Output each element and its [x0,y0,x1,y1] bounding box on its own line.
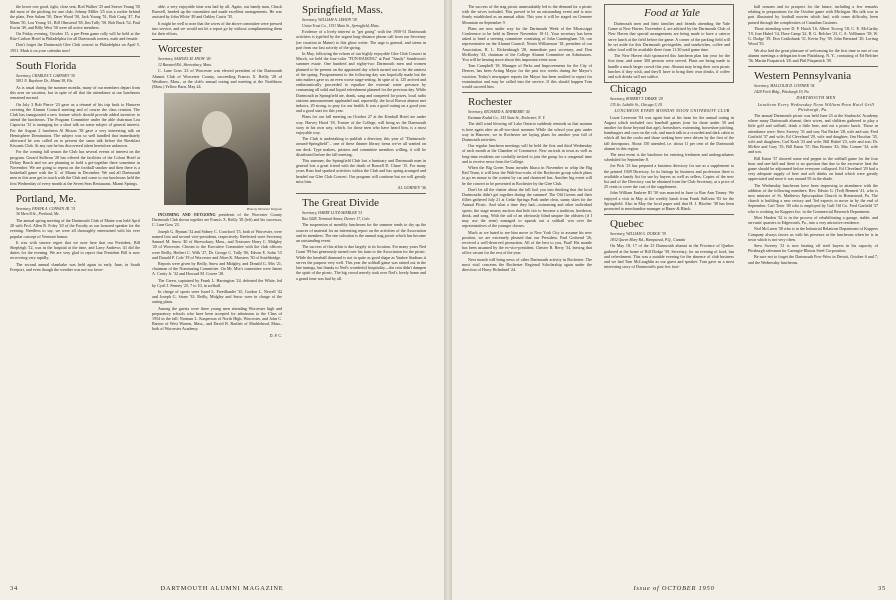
paragraph: Dartmouth men and their families and friends attending the Yale Game at New Haven, November 4, are advised by the Dartmouth Club of New Haven that special arrangements are being made to have a cateror serve lunch at the field before the game. A corner of the parking field will be set aside for this Dartmouth get-together, and sandwiches, coffee and other food will be available there from 11:30 until game time. [608,21,730,53]
section-title-chicago: Chicago [610,83,647,96]
paragraph: Ned McLaren '38 who is in the Industrial Relations Department of Koppers Company always favors us with his presence at the luncheons when he is in town which is not very often. [748,226,878,242]
paragraph: In May, following the echoes of our highly enjoyable Glee Club Concert in March, we held the four-color "FUN-RAISING" at Paul "Sandy" Sanderson's summer estate. One hundred and eighty-two Dartmouth men and women planned to be present on the appointed day which turned out to be the rainiest of the spring. Postponement to the following day was hopefully made but the rain makers gave us an even worse stage-setting. In spite of it, 125 arrived and enthusiastically proceeded to equalize the external water pressure by consuming all solid and liquid refreshment planned for the previous day. While Dartmouth in Springfield ate, drank, sang and competed for prizes, local radio stations announcement applauded and, reportedly, the local Brown alumni met indoors, 29 strong, to pray for our health. It was a good outing on a good year and a good start for this year. [296,51,426,114]
paragraph: Much as we hated to see him move to New York City to assume his new position, we are extremely pleased that our President, Paul Godsend '26, received a well-deserved promotion. All of the best to you, Paul! His mantle has been assumed by the ex-vice-president, Chester R. Berry '34, leaving that office vacant for the rest of the year. [462,229,592,256]
divider [152,39,282,40]
photo-caption [152,213,282,227]
divider [296,193,426,194]
divider [10,189,140,190]
paragraph: Be sure not to forget the Dartmouth Pow-Wow in Detroit, October 6 and 7, and the Wednesday luncheons. [748,254,878,265]
paragraph: On July 3 Bob Pierce '23 gave us a résumé of his trip back to Hanover covering the Alumni Council meeting and of course the class reunion. The Club has inaugurated a new feature which should provide added incentive to attend the luncheons. The Program Committee under the able chairman Lou Capoccia '31 is arranging for a short talk on some subject of general interest. For the August 2 luncheon Al Bisson '38 gave a very interesting talk on Hemisphere Domination. The subject was so well handled that immediately afterward he was called on to present the same talk before the Breakfast Kiwanis Club. At any rate he has discovered talent heretofore unknown. [10,101,140,149]
page-number-left: 34 [10,585,18,592]
paragraph: Plans for our fall meeting on October 27 at the Kimball Hotel are under way. Harvey Hood '18, Trustee of the College, will bring us the Dartmouth story in his own way, which, for those men who have heard him, is a most enjoyable way. [296,114,426,136]
issue-footer: Issue of OCTOBER 1950 [633,585,715,592]
paragraph: The shill wind blowing off Lake Ontario suddenly reminds us that autumn is here again after an all-too-short summer. While the school year gets under way in Hanover, we in Rochester are laying plans for another year full of Dartmouth activities. [462,121,592,143]
paragraph: Next month will bring news of other Dartmouth activity in Rochester. The most vital concerns the Rochester Regional Scholarship again under the direction of Harry Holmlund '24. [462,256,592,272]
secretary-line: Secretary, RICHARD A. MAYBERRY '44 [468,110,530,115]
paragraph: The success of the stag picnic unmistakably led to the demand for a picnic with the wives included. This proved to be an outstanding event and is now firmly established as an annual affair. This year it will be staged on Genesee Mountain on September 9. [462,4,592,25]
paragraph: The second annual clambake was held again in early June, in South Freeport, and even though the weather was not too favor- [10,261,140,272]
paragraph: Don't let all the chatter about the fall fool you into thinking that the local Dartmouths didn't get together during the summer! The Old Greens and their fillies gathered July 21 at Cedar Springs Park under clear, sunny skies for the Annual Picnic. And what a time they had—swimming and other individual sports, the stage money auction that bids fair to become a tradition, hoedown, drink, and song. With the aid of an obviously blind umpire the oldsters (if I may use the term) managed to squeak out a softball win over the representatives of the younger classes. [462,186,592,229]
paragraph: Tom Campbell '18, Manager of Parks and Improvements for the City of Denver, has been Acting Mayor for the past two weeks during the Mayor's vacation. Today's newspaper reports the Mayor has been notified to report for examination and may be called into the service. If this should happen Tom would succeed him. [462,63,592,90]
divider [748,66,878,67]
secretary-line: Secretary, MALCOLM D. CONNER '34 [754,84,815,89]
photo-figure [186,147,248,205]
paragraph: The annual spring meeting of the Dartmouth Club of Maine was held April 28 with Prof. Allen R. Foley '20 of the Faculty as our honored speaker for the evening. Needless to say, we were all thoroughly entertained with his ever popular concept of Vermont humor. [10,218,140,239]
caption-lead: INCOMING AND OUTGOING [158,213,216,218]
section-title-quebec: Quebec [610,218,644,231]
paragraph: We also had the great pleasure of welcoming for the first time to one of our alumni meetings a delegation from Plattsburg, N. Y., consisting of Ed Belcher '36, Martin Fitzpatrick '28, and Phil Fitzpatrick '39. [748,47,878,64]
section-title-springfield: Springfield, Mass. [302,4,383,16]
presidents-photo [164,93,270,205]
address-line: 5811 N. Bayshore Dr., Miami 38, Fla. [16,79,74,84]
luncheon-notice: Luncheon Every Wednesday Noon William Penn Hotel Grill Pittsburgh, Pa. [757,101,875,112]
paragraph: Among the guests were three young men attending Worcester high and preparatory schools who have been accepted for admission to the Class of 1954 in the fall: Norman L. Kasperson of North High, Worcester, and John C. Barron of West Warren, Mass., and David B. Bartlett of Marblehead, Mass., both of Worcester Academy. [152,305,282,332]
paragraph: In charge of sports were Israel L. Freedlander '35, Gordon L. Newell '42 and Joseph G. Stone '33. Reilly, Midgley and Snow were in charge of the outing plans. [152,289,282,305]
address-line: 135 So. LaSalle St., Chicago 3, Ill. [610,102,663,107]
paragraph: Bill Eaton '37 showed some real pepper in the softball game for the four hour and one-half and there is no question that due to the excessive heat the game should be adjourned before everyone collapsed. Ed Cleveland '29 had a very adequate supply of beer and soft drinks on hand which were greatly appreciated and since it was around 95 in the shade. [748,155,878,182]
address-line: Union Trust Co., 1351 Main St., Springfield, Mass. [302,23,380,28]
paragraph: It might be well to note that the wives of the above committee were pressed into service, and we would not let a report go by without complimenting them for their efforts. [152,20,282,37]
secretary-line: Secretary, FRANK A. CONWIN JR. '31 [16,206,76,211]
secretary-line: Secretary, SAMUEL M. SNOW '40 [158,57,211,62]
paragraph: Our regular luncheon meetings will be held the first and third Wednesday of each month at the Chamber of Commerce. New arrivals in town as well as long-time residents are cordially invited to join the group for a congenial time and to receive news from the College. [462,143,592,164]
paragraph: Mort Harden '32 is in the process of rehabilitating a garage, stable, and servants' quarters in Edgeworth, Pa., into a very attractive residence. [748,214,878,226]
paragraph: The Wednesday luncheons have been improving in attendance with the addition of the following members: Rev. Edwin G. (Ted) Bennett '41, who is now minister of St. Matthews Episcopalian Church in Homestead, Pa. The church is building a new rectory and Ted expects to move in by the end of September. Carl Treer '49 who is employed by Gulf Oil Co. Fred Garfield '37 who is working for Koppers Inc. in the Commercial Research Department. [748,182,878,214]
photo-face [202,111,232,147]
photo-credit: Photo by Worcester Telegram [246,207,282,212]
right-page [452,0,896,600]
paragraph: Joe Pick '23 has prepared a business directory for use as a supplement to the printed 1949 Directory. In its listings by business and profession there is available a handy list for use by buyers as well as sellers. Copies of the new list and of the Directory can be obtained from the Club Secretary, at a price of 25 cents to cover the cost of the supplement. [604,163,734,190]
paragraph: Joseph G. Bynum '32 and Sidney C. Crawford '15, both of Worcester, were named first and second vice-presidents, respectively. Reelected were Secretary Samuel M. Snow '40 of Shrewsbury, Mass., and Treasurer Harry C. Midgley '20 of Worcester. Chosen to the Executive Committee with the club officers were Reilly, Herbert C. Wilk '27, Dr. George C. Tully '06, Edwin E. Sohn '15 and Donald P. Cole '19 of Worcester and Alton K. Marsters '30 of Southbridge. [152,228,282,260]
paragraph: Those attending were D. P. Hatch '16, Albert Trovog '18, C. E. McCarthy '19, Jose Hubel '14, Dave Camp '22, R. G. Belcher '23, C. A. Vollhsmer '39, W. G. Dodge '39, Don Cruikshank '31, Kevin Fay '39, John Bertrand '20, Lorimg Wood '35. [748,25,878,47]
paragraph: ball seasons and its prospect for the future, including a few remarks relating to preparations for the October game with Michigan. His talk was in part illustrated by football movies which had, with some difficulty, been passed through the complexities of Canadian Customs. [748,4,878,25]
section-title-food-at-yale: Food at Yale [644,7,700,19]
secretary-line: Secretary, WILLIAM A. LEHON '38 [302,18,357,22]
paragraph: Evidence of a lively interest to "get going" with the 1950-51 Dartmouth activities is typified by the urgent long-distance phone call from our Secretary (on vacation in Maine) to this ghost writer. The urge is general, and stems in part from our fast activity of the spring. [296,29,426,50]
paragraph: Reports were given by Reilly, Snow and Midgley, and Donald G. Mix '21, chairman of the Nominating Committee. On Mr. Mix's committee were James A. Crotty Jr. '32 and Howard M. Cowee '28. [152,261,282,277]
address-line: Eastman Kodak Co., 343 State St., Rochester, N. Y. [468,115,546,120]
address-line: 12 Barnard Rd., Shrewsbury, Mass. [158,62,212,67]
divider [604,214,734,215]
paragraph: The New Haven club sponsored this luncheon plan last year for the first time, and some 300 persons were served. Plans are being made to handle a much larger crowd this year. Alumni may bring their own picnic lunches if they wish, and they'll have to bring their own drinks, if coffee and soft drinks will not suffice. [608,53,730,80]
divider [10,56,140,57]
paragraph: Plans are now under way for the Dartmouth Week of the Mississippi Conference to be held in Denver November 10-11. Your secretary has been asked to head a steering committee consisting of John Cunningham '16, our representative on the Alumni Council, Norris Williamson '18, president of our Association, R. L. Rickenbaugh '28, immediate past secretary, and Don McKinley '43, chairman of the College Alumni Committee on Admissions. You will be hearing more about this important event soon. [462,25,592,63]
paragraph: Stew Sweezy '31 is now heating off steel buyers in his capacity of Pittsburgh salesman for Carnegie-Illinois Steel Corporation. [748,242,878,254]
section-title-rochester: Rochester [468,96,512,109]
luncheon-heading: DARTMOUTH MEN [796,95,836,101]
right-column-1 [462,4,592,273]
section-title-south-florida: South Florida [16,59,77,72]
section-title-western-pennsylvania: Western Pennsylvania [754,70,852,83]
paragraph: The suspension of monthly luncheons for the summer tends to dry up the sources of material for an interesting report on the activities of the Association and its members. The one salvation is the annual stag picnic which has become an outstanding event. [296,222,426,244]
left-column-1 [10,4,140,273]
paragraph: The success of this affair is due largely to its location. For many years Ned Grant '99 has generously turned over his farm to the Association for the picnic. While the baseball diamond is not in quite as good shape as Yankee Stadium it serves the purpose very well. This year the softball game was rained out in the late innings, but thanks to Ned's wonderful hospitality—the rain didn't dampen the spirit of the picnic. The big crowd merely took over Ned's lovely home and a grand time was had by all. [296,244,426,281]
left-page [0,0,444,600]
paragraph: On May 18, 17 of the 23 Dartmouth alumni in the Province of Quebec gathered at the home of Bill Dodge '39, Secretary, for an evening of food, fun and refreshment. This was a notable evening for the absence of club business and we had Tom McLaughlin as our guest and speaker. Tom gave us a most interesting story of Dartmouth's past few foot- [604,243,734,270]
section-title-great-divide: The Great Divide [302,197,379,210]
address-line: 36 Merrill St., Portland, Me. [16,212,60,217]
secretary-line: Secretary, ROBERT T. DRAKE '29 [610,97,663,102]
magazine-footer: DARTMOUTH ALUMNI MAGAZINE [160,585,284,592]
paragraph: The next event is the luncheon for entering freshmen and undergraduates scheduled for September 8. [604,152,734,163]
section-title-worcester: Worcester [158,43,203,56]
signature: D. P. C. [269,332,282,338]
secretary-line: Secretary, HARRY LUTZ-SEEBLER '31 [302,211,363,216]
luncheon-notice: LUNCHEON EVERY MONDAY NOON UNIVERSITY CLUB [614,108,730,114]
caption-text: presidents of the Worcester County Dartmouth Club shown together are Francis X. Reilly '28 (left) and his successor, C. Lane Goss '23. [152,213,282,228]
paragraph: The annual Dartmouth picnic was held June 23 at the Starbucks' Academy where many Dartmouth alumni, their wives, and children gathered to play a little golf and softball, drink a little beer, and eat a picnic lunch. Those in attendance were: Stew Sweezy '31 and son; Nat Parker '28, wife and son; Fred Garfield '37 and wife; Ed Cleveland '29, wife and daughter; Jim Hoschar '35, wife and daughters; Carl Kraft '23 and wife; Bill Hubel '23, wife and son; Dr. McKee and Gary '35; Bill Eaton '37; Bus Bonner '43; Mac Conner '34, wife and son. [748,113,878,155]
secretary-line: Secretary, CHARLES T. GARNSEY '30 [16,73,75,78]
right-column-2 [604,4,734,270]
paragraph: the lower row good, tight, close seat, Rod Walker '25 and Seaver Young '50 did most of the pitching for one club; Johnny Miller '25 was a rookie behind the plate, Pete Salam '50, Dave Wood '50, Jack Young '51, Bob Craig '47, Pat Mann '50, Lou Young '41, Bill Olmstead '38, Jim Tully '50, Bob Buck '52, Paul Erwin '49, and Billy West '50 were all active members. [10,4,140,30]
paragraph: This summer, the Springfield Club lost a luminary and Dartmouth men in general lost a great friend with the death of Russell D. Chase '15. For many years Russ had sparked activities within the Club and has spring arranged and headed our Glee Club Concert. Our program will continue but we will greatly miss him. [296,158,426,184]
paragraph: The Green, captained by Frank L. Harrington '24, defeated the White, led by Cyril J. Penney '25, 7 to 10, in softball. [152,277,282,288]
paragraph: On Friday evening, October 15, a pre-Penn game rally will be held at the Ritz-Carlton Hotel in Philadelphia for all Dartmouth rooters, male and female. [10,31,140,42]
food-at-yale-box [604,4,734,83]
address-line: 1832 Queen Mary Rd., Hampstead, P.Q., Canada [610,237,686,242]
signature: AL GORNEY '36 [397,185,426,191]
right-column-3 [748,4,878,266]
paragraph: C. Lane Goss '23 of Worcester was elected president of the Dartmouth Alumni Club of Worcester County, succeeding Francis X. Reilly '28 of Westboro, Mass., at the club's annual outing and meeting at the Northboro (Mass.) Yellow Barn, May 24. [152,68,282,90]
paragraph: For the coming fall season the Club has several events of interest on the program. Gerard Sullivan '28 has offered the facilities of the Coloni Hotel at Delray Beach and we are planning to hold a get-together there sometime in November. We are going to repeat on the football smoker and then there is a basketball game with the U. of Miami in December. We and all Dartmouth men in this area get in touch with the Club and come to our luncheons held the first Wednesday of every month at the Seven Seas Restaurant, Miami Springs. [10,149,140,186]
page-number-right: 35 [878,585,886,592]
address-line: 1428 Frick Bldg., Pittsburgh 19, Pa. [754,89,810,94]
paragraph: Don't forget the Dartmouth Glee Club concert in Philadelphia on April 5, 1951. Mark it on your calendar now! [10,42,140,53]
paragraph: When the Big Green Team invades Ithaca in November to whip the Big Red Team, it will hear the Wah-hoo-wahs of the Rochester group which plans to go en masse to the contest by car and chartered bus. Another big event will be the concert to be presented in Rochester by the Glee Club. [462,165,592,186]
spread-gutter [444,0,452,600]
left-column-2 [152,4,282,339]
section-title-portland: Portland, Me. [16,192,77,205]
paragraph: As is usual during the summer months, many of our members depart from this area on vacation, but in spite of all that the attendance at our luncheons remained normal. [10,85,140,101]
paragraph: Louie Leverone '04 was again host at his farm for the annual outing in August which included two baseball games (one for those under 30 and another for those beyond that age), horseshoes, swimming, horseshoe pitching, hamburgers and corn on the cob, and much talk in a crowded and dark cabin to which all hat the cooks and those seeking beer were driven by the first of the fall downpours. About 150 attended, i.e. about 11 per cent of the Dartmouth alumni in this region. [604,114,734,151]
paragraph: The Club is undertaking to publish a directory this year of "Dartmouth-around-Springfield"... one of these thinner library items we've all wanted on our desk. Type makers, printers and committee members willing, it will be distributed before the fall meeting. [296,136,426,157]
secretary-line: Secretary, WILLIAM G. DODGE '39 [610,232,666,237]
paragraph: It was with sincere regret that we note here that our President, Bill Shepleigh '12, was in the hospital at the time, and Larry Andrews '41 did the duties for the evening. We are very glad to report that President Bill is now recovering very rapidly. [10,239,140,261]
paragraph: John William Embree III '30 was married in June to Rue Ann Tinney. We enjoyed a visit in May at the weekly lunch from Frank Sullivan '03 for the Springfield. Also in May the local paper said that H. J. Blocher '38 has been promoted to merchandise manager at Bauer & Black. [604,190,734,212]
divider [462,92,592,93]
left-column-3 [296,4,426,282]
paragraph: able, a very enjoyable time was had by all. Again, our handy man, Chuck Burwell, headed up the committee and made excellent arrangements. He was assisted by John White '49 and Oakley Curtis '35. [152,4,282,20]
address-line: Box 5428, Terminal Annex, Denver 17, Colo. [302,216,371,221]
